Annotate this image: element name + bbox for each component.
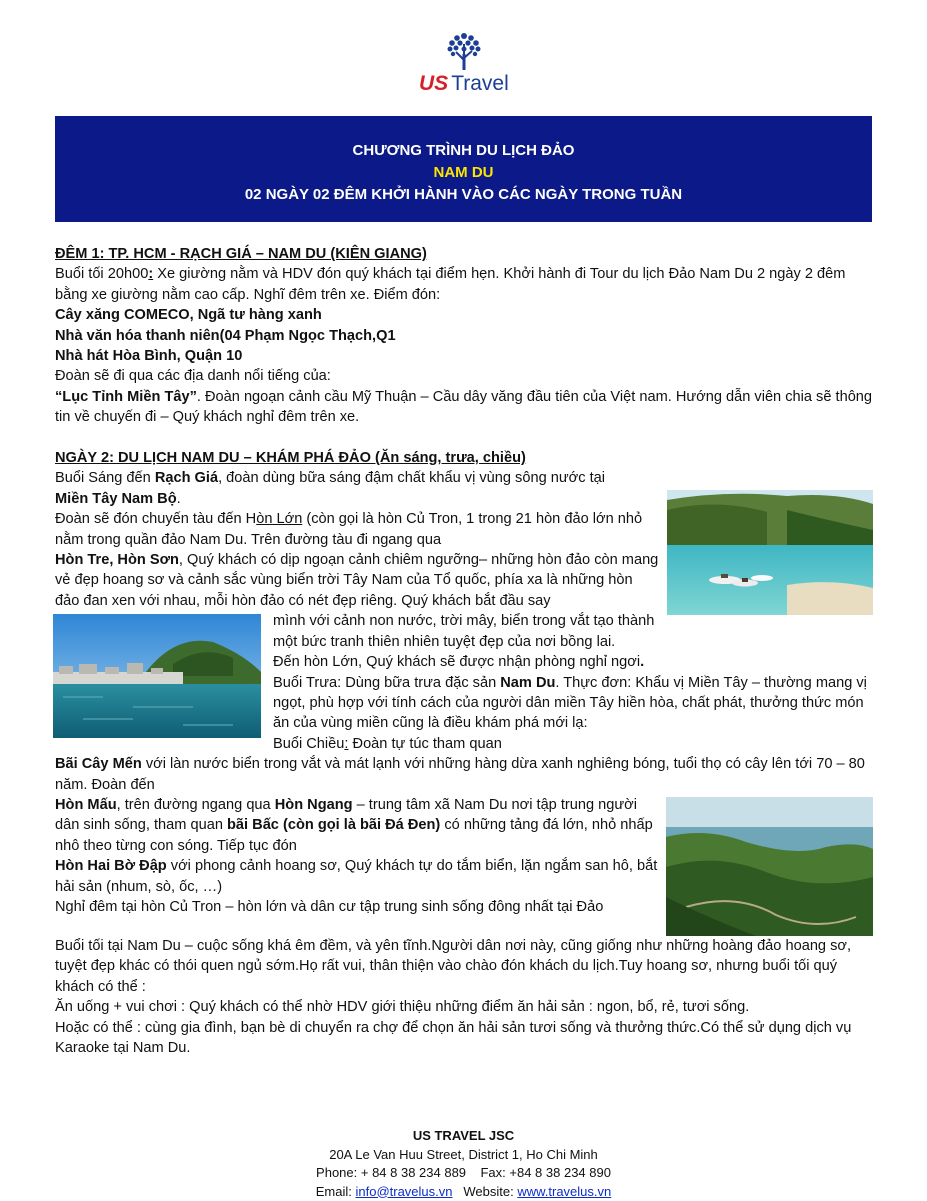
spacer <box>55 428 873 448</box>
website-link[interactable]: www.travelus.vn <box>517 1184 611 1199</box>
logo-us: US <box>419 72 448 95</box>
text: òn Lớn <box>256 511 302 527</box>
logo-travel: Travel <box>451 72 509 95</box>
text: với phong cảnh hoang sơ, Quý khách tự do tắm biển, lặn ngắm san hô, bắt hải sản (nhum, sò, ốc, …) <box>55 858 657 894</box>
text: – trung tâm xã Nam Du nơi tập trung người dân sinh sống, tham quan <box>55 797 637 833</box>
day2-scenery: mình với cảnh non nước, trời mây, biển trong vắt tạo thành một bức tranh thiên nhiên tuyệt đẹp của nơi bồng lai. <box>55 611 873 652</box>
text: Đoàn tự túc tham quan <box>348 736 501 752</box>
title-line-destination: NAM DU <box>55 162 872 184</box>
day2-overnight: Nghỉ đêm tại hòn Củ Tron – hòn lớn và dân cư tập trung sinh sống đông nhất tại Đảo <box>55 897 873 917</box>
logo-wordmark <box>419 72 509 96</box>
text: . <box>177 491 181 507</box>
text: , Quý khách có dịp ngoạn cảnh chiêm ngưỡng– những hòn đảo còn mang vẻ đẹp hoang sơ và cảnh sắc vùng biển trời Tây Nam của Tổ quốc, phía xa là những hòn đảo đan xen với nhau, mỗi hòn đảo có nét đẹp riêng. Quý khách bắt đầu say <box>55 552 658 609</box>
day2-bai-cay-men <box>55 754 873 795</box>
text: Hòn Ngang <box>275 797 353 813</box>
text: Buổi Trưa: Dùng bữa trưa đặc sản <box>273 675 500 691</box>
website-label: Website: <box>453 1184 518 1199</box>
text: Hòn Hai Bờ Đập <box>55 858 167 874</box>
email-link[interactable]: info@travelus.vn <box>355 1184 452 1199</box>
fishing-village-image <box>53 614 261 738</box>
text: bãi Bấc (còn gọi là bãi Đá Đen) <box>227 817 440 833</box>
day2-or: Hoặc có thể : cùng gia đình, bạn bè di chuyển ra chợ để chọn ăn hải sản tươi sống và thưởng thức.Có thể sử dụng dịch vụ Karaoke tại Nam Du. <box>55 1018 873 1059</box>
text: . <box>640 654 644 670</box>
text: “Lục Tỉnh Miền Tây” <box>55 389 197 405</box>
pickup-point-2: Nhà văn hóa thanh niên(04 Phạm Ngọc Thạch,Q1 <box>55 326 873 346</box>
beach-boats-image <box>667 490 873 615</box>
company-phone: Phone: + 84 8 38 234 889 Fax: +84 8 38 234 890 <box>0 1164 927 1183</box>
text: Buổi Chiều <box>273 736 344 752</box>
day1-heading: ĐÊM 1: TP. HCM - RẠCH GIÁ – NAM DU (KIÊN GIANG) <box>55 244 873 264</box>
company-address: 20A Le Van Huu Street, District 1, Ho Chi Minh <box>0 1146 927 1165</box>
text: , trên đường ngang qua <box>117 797 275 813</box>
text: Nam Du <box>500 675 555 691</box>
text: với làn nước biển trong vắt và mát lạnh với những hàng dừa xanh nghiêng bóng, tuổi thọ có cây lên tới 70 – 80 năm. Đoàn đến <box>55 756 865 792</box>
text: . Thực đơn: Khẩu vị Miền Tây – thường mang vị ngọt, phù hợp với tính cách của người dân miền Tây hiền hòa, chất phát, thưởng thức món ăn của vùng miền cũng là điều khám phá mới lạ: <box>273 675 867 732</box>
pickup-point-1: Cây xăng COMECO, Ngã tư hàng xanh <box>55 305 873 325</box>
text: : <box>344 736 348 752</box>
text: Đến hòn Lớn, Quý khách sẽ được nhận phòng nghỉ ngơi <box>273 654 640 670</box>
text: Hòn Tre, Hòn Sơn <box>55 552 179 568</box>
text: Miền Tây Nam Bộ <box>55 491 177 507</box>
day1-luc-tinh <box>55 387 873 428</box>
day2-evening: Buổi tối tại Nam Du – cuộc sống khá êm đềm, và yên tĩnh.Người dân nơi này, cũng giống như những hoàng đảo hoang sơ, tuyệt đẹp khác có thói quen ngủ sớm.Họ rất vui, thân thiện vào chào đón khách du lịch.Tuy hoang sơ, nhưng buổi tối quý khách có thể : <box>55 936 873 997</box>
day1-intro <box>55 264 873 305</box>
tree-logo-icon <box>443 30 485 72</box>
text: : <box>148 266 153 282</box>
green-hills-image <box>666 797 873 936</box>
text: , đoàn dùng bữa sáng đậm chất khẩu vị vùng sông nước tại <box>218 470 605 486</box>
company-contact <box>0 1183 927 1201</box>
email-label: Email: <box>316 1184 356 1199</box>
program-title-banner <box>55 116 872 222</box>
text: Rạch Giá <box>155 470 218 486</box>
text: (còn gọi là hòn Củ Tron, 1 trong 21 hòn đảo lớn nhỏ nằm trong quần đảo Nam Du. Trên đường tàu đi ngang qua <box>55 511 642 547</box>
title-line-duration: 02 NGÀY 02 ĐÊM KHỞI HÀNH VÀO CÁC NGÀY TRONG TUẦN <box>55 184 872 206</box>
day2-heading: NGÀY 2: DU LỊCH NAM DU – KHÁM PHÁ ĐẢO (Ăn sáng, trưa, chiều) <box>55 448 873 468</box>
day2-eat: Ăn uống + vui chơi : Quý khách có thể nhờ HDV giới thiệu những điểm ăn hải sản : ngon, bổ, rẻ, tươi sống. <box>55 997 873 1017</box>
fishing-village-photo <box>53 614 261 738</box>
text: Xe giường nằm và HDV đón quý khách tại điểm hẹn. Khởi hành đi Tour du lịch Đảo Nam Du 2 ngày 2 đêm bằng xe giường nằm cao cấp. Nghĩ đêm trên xe. Điểm đón: <box>55 266 845 302</box>
text: Bãi Cây Mến <box>55 756 142 772</box>
text: Buổi Sáng đến <box>55 470 155 486</box>
logo <box>415 30 515 96</box>
itinerary-content <box>55 244 873 1058</box>
day1-pass-through: Đoàn sẽ đi qua các địa danh nổi tiếng của: <box>55 366 873 386</box>
company-name: US TRAVEL JSC <box>0 1127 927 1146</box>
title-line-program: CHƯƠNG TRÌNH DU LỊCH ĐẢO <box>55 140 872 162</box>
green-hills-photo <box>666 797 873 936</box>
day2-morning <box>55 468 873 488</box>
text: . Đoàn ngoạn cảnh cầu Mỹ Thuận – Cầu dây văng đầu tiên của Việt nam. Hướng dẫn viên chia sẽ thông tin về chuyến đi – Quý khách nghỉ đêm trên xe. <box>55 389 872 425</box>
text: có những tảng đá lớn, nhỏ nhấp nhô theo từng con sóng. Tiếp tục đón <box>55 817 653 853</box>
beach-boats-photo <box>667 490 873 615</box>
footer <box>0 1127 927 1201</box>
text: Buổi tối 20h00 <box>55 266 148 282</box>
text: Hòn Mấu <box>55 797 117 813</box>
pickup-point-3: Nhà hát Hòa Bình, Quận 10 <box>55 346 873 366</box>
text: Đoàn sẽ đón chuyến tàu đến H <box>55 511 256 527</box>
